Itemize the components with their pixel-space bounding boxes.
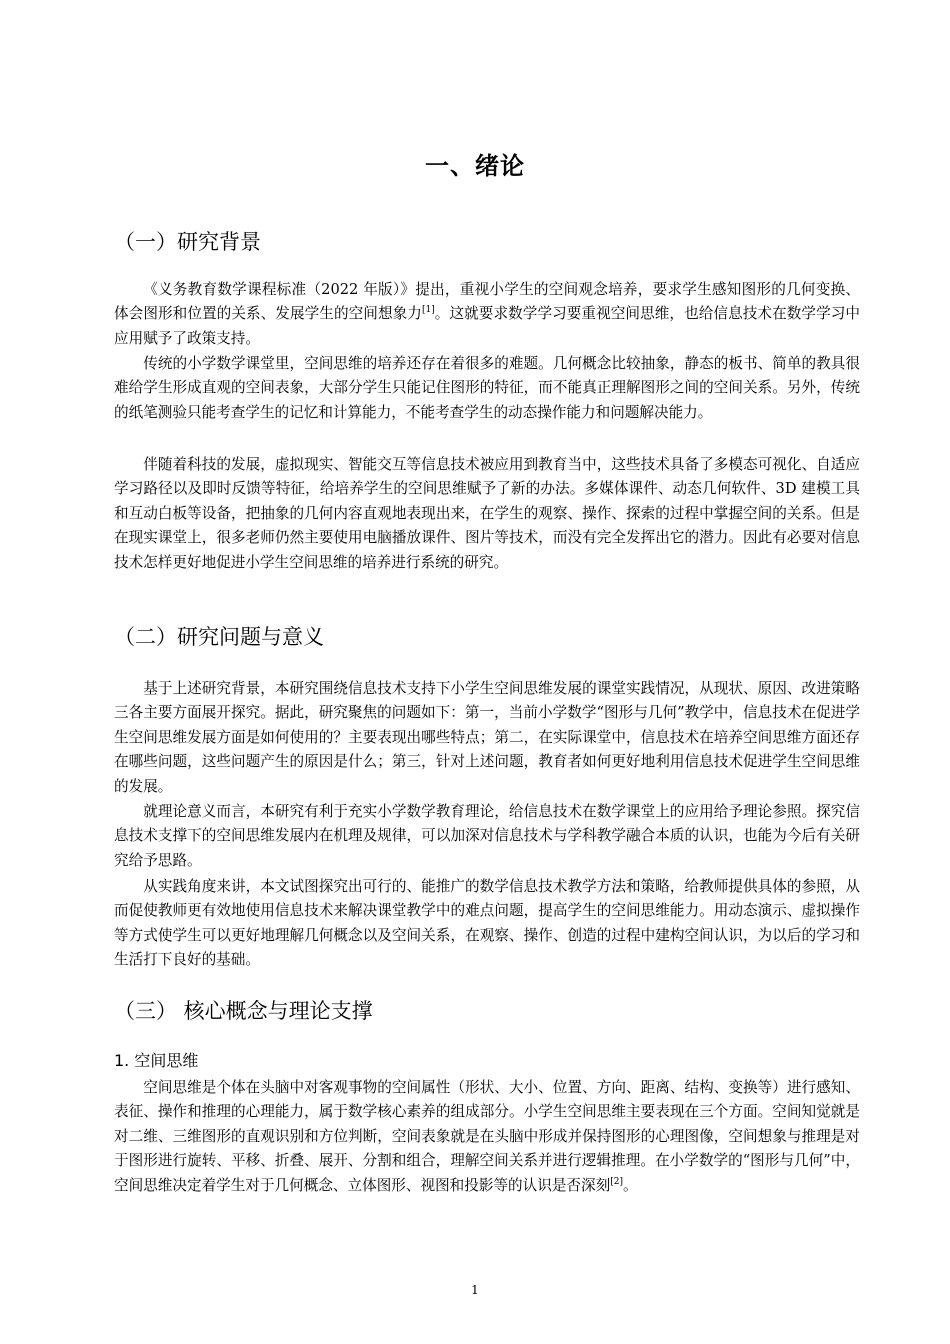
paragraph-text: 就理论意义而言，本研究有利于充实小学数学教育理论，给信息技术在数学课堂上的应用给予理论参照。探究信息技术支撑下的空间思维发展内在机理及规律，可以加深对信息技术与学科教学融合本质的认识，也能为今后有关研究给予思路。 [114,803,860,869]
paragraph-text: 伴随着科技的发展，虚拟现实、智能交互等信息技术被应用到教育当中，这些技术具备了多模态可视化、自适应学习路径以及即时反馈等特征，给培养学生的空间思维赋予了新的办法。多媒体课件、动态几何软件、3D 建模工具和互动白板等设备，把抽象的几何内容直观地表现出来，在学生的观察、操作、探索的过程中掌握空间的关系。但是在现实课堂上，很多老师仍然主要使用电脑播放课件、图片等技术，而没有完全发挥出它的潜力。因此有必要对信息技术怎样更好地促进小学生空间思维的培养进行系统的研究。 [114,456,860,571]
citation-marker: [2] [610,1176,623,1187]
paragraph-spatial-thinking [114,1076,860,1198]
paragraph-text: 从实践角度来讲，本文试图探究出可行的、能推广的数学信息技术教学方法和策略，给教师提供具体的参照，从而促使教师更有效地使用信息技术来解决课堂教学中的难点问题，提高学生的空间思维能力。用动态演示、虚拟操作等方式使学生可以更好地理解几何概念以及空间关系，在观察、操作、创造的过程中建构空间认识，为以后的学习和生活打下良好的基础。 [114,878,860,969]
paragraph-text-continued: 。这就要求数学学习要重视空间思维，也给信息技术在数学学习中应用赋予了政策支持。 [114,305,860,347]
paragraph-text: 《义务教育数学课程标准（2022 年版）》提出，重视小学生的空间观念培养，要求学生感知图形的几何变换、体会图形和位置的关系、发展学生的空间想象力 [114,281,860,323]
paragraph-text: 传统的小学数学课堂里，空间思维的培养还存在着很多的难题。几何概念比较抽象，静态的板书、简单的教具很难给学生形成直观的空间表象，大部分学生只能记住图形的特征，而不能真正理解图形之间的空间关系。另外，传统的纸笔测验只能考查学生的记忆和计算能力，不能考查学生的动态操作能力和问题解决能力。 [114,355,860,421]
paragraph-background-3 [114,453,860,575]
section-heading-questions: （二）研究问题与意义 [114,625,324,649]
paragraph-questions-3 [114,875,860,973]
paragraph-text-continued: 。 [622,1176,638,1194]
paragraph-questions-1 [114,677,860,799]
paragraph-text: 基于上述研究背景，本研究围绕信息技术支持下小学生空间思维发展的课堂实践情况，从现状、原因、改进策略三各主要方面展开探究。据此，研究聚焦的问题如下：第一，当前小学数学“图形与几何”教学中，信息技术在促进学生空间思维发展方面是如何使用的？主要表现出哪些特点；第二，在实际课堂中，信息技术在培养空间思维方面还存在哪些问题，这些问题产生的原因是什么；第三，针对上述问题，教育者如何更好地利用信息技术促进学生空间思维的发展。 [114,680,860,795]
section-heading-background: （一）研究背景 [114,230,261,254]
section-heading-concepts: （三） 核心概念与理论支撑 [114,999,373,1023]
citation-marker: [1] [421,305,435,316]
page-number: 1 [471,1283,479,1297]
chapter-title: 一、绪论 [425,152,525,180]
paragraph-questions-2 [114,800,860,873]
paragraph-background-2 [114,352,860,425]
subsection-heading-spatial-thinking: 1. 空间思维 [114,1051,199,1070]
paragraph-background-1 [114,278,860,351]
paragraph-text: 空间思维是个体在头脑中对客观事物的空间属性（形状、大小、位置、方向、距离、结构、变换等）进行感知、表征、操作和推理的心理能力，属于数学核心素养的组成部分。小学生空间思维主要表现在三个方面。空间知觉就是对二维、三维图形的直观识别和方位判断，空间表象就是在头脑中形成并保持图形的心理图像，空间想象与推理是对于图形进行旋转、平移、折叠、展开、分割和组合，理解空间关系并进行逻辑推理。在小学数学的“图形与几何”中，空间思维决定着学生对于几何概念、立体图形、视图和投影等的认识是否深刻 [114,1079,860,1194]
